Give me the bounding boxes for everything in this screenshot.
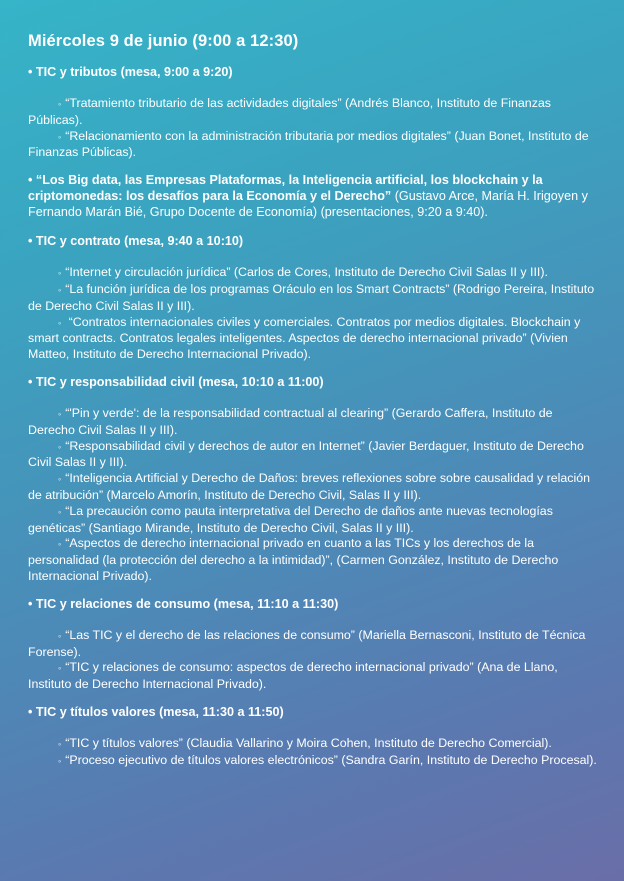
sub-bullet-icon: ◦ bbox=[58, 539, 62, 550]
sub-bullet-icon: ◦ bbox=[58, 738, 62, 749]
talk-item bbox=[28, 628, 600, 661]
talk-item bbox=[28, 504, 600, 537]
talk-item bbox=[28, 129, 600, 162]
talk-item bbox=[28, 753, 600, 770]
talk-text: “La función jurídica de los programas Oráculo en los Smart Contracts” (Rodrigo Pereira, Instituto de Derecho Civil Salas II y III). bbox=[28, 281, 595, 313]
talk-list bbox=[28, 96, 600, 161]
talk-item bbox=[28, 439, 600, 472]
section-tic-contrato bbox=[28, 233, 600, 363]
talk-text: “TIC y relaciones de consumo: aspectos de derecho internacional privado” (Ana de Llano, Instituto de Derecho Internacional Privado). bbox=[28, 660, 558, 692]
sub-bullet-icon: ◦ bbox=[58, 268, 62, 279]
talk-text: “Contratos internacionales civiles y comerciales. Contratos por medios digitales. Blockchain y smart contracts. Contratos legales inteligentes. Aspectos de derecho internacional privado” (Vivien Matteo, Instituto de Derecho Internacional Privado). bbox=[28, 314, 581, 362]
talk-item bbox=[28, 536, 600, 584]
sub-bullet-icon: ◦ bbox=[58, 317, 62, 328]
talk-item bbox=[28, 736, 600, 753]
section-heading bbox=[28, 172, 600, 220]
sub-bullet-icon: ◦ bbox=[58, 630, 62, 641]
section-heading: • TIC y contrato (mesa, 9:40 a 10:10) bbox=[28, 234, 244, 249]
sub-bullet-icon: ◦ bbox=[58, 506, 62, 517]
talk-item bbox=[28, 315, 600, 363]
day-title: Miércoles 9 de junio (9:00 a 12:30) bbox=[28, 32, 299, 50]
sub-bullet-icon: ◦ bbox=[58, 284, 62, 295]
talk-item bbox=[28, 471, 600, 504]
talk-list bbox=[28, 628, 600, 693]
section-heading: • TIC y títulos valores (mesa, 11:30 a 11:50) bbox=[28, 704, 284, 719]
section-heading: • TIC y relaciones de consumo (mesa, 11:10 a 11:30) bbox=[28, 596, 339, 611]
talk-list bbox=[28, 265, 600, 363]
talk-text: “Tratamiento tributario de las actividades digitales” (Andrés Blanco, Instituto de Finanzas Públicas). bbox=[28, 96, 551, 127]
section-heading: • TIC y tributos (mesa, 9:00 a 9:20) bbox=[28, 65, 233, 79]
talk-item bbox=[28, 406, 600, 439]
section-tic-responsabilidad bbox=[28, 374, 600, 585]
section-tic-tributos bbox=[28, 64, 600, 161]
sub-bullet-icon: ◦ bbox=[58, 131, 62, 142]
talk-item bbox=[28, 660, 600, 693]
talk-item bbox=[28, 96, 600, 129]
section-tic-titulos bbox=[28, 704, 600, 770]
talk-text: “Proceso ejecutivo de títulos valores electrónicos” (Sandra Garín, Instituto de Derecho Procesal). bbox=[65, 752, 597, 767]
talk-item bbox=[28, 282, 600, 315]
talk-list bbox=[28, 406, 600, 585]
talk-text: “Internet y circulación jurídica” (Carlos de Cores, Instituto de Derecho Civil Salas II y III). bbox=[65, 265, 548, 280]
talk-text: “Aspectos de derecho internacional privado en cuanto a las TICs y los derechos de la personalidad (la protección del derecho a la intimidad)”, (Carmen González, Instituto de Derecho Internacional Privado). bbox=[28, 536, 559, 583]
sub-bullet-icon: ◦ bbox=[58, 441, 62, 452]
talk-text: “La precaución como pauta interpretativa del Derecho de daños ante nuevas tecnologías genéticas” (Santiago Mirande, Instituto de Derecho Civil, Salas II y III). bbox=[28, 503, 553, 535]
sub-bullet-icon: ◦ bbox=[58, 408, 62, 419]
section-heading-tail: (Gustavo Arce, María H. Irigoyen y Fernando Marán Bié, Grupo Docente de Economía) (presentaciones, 9:20 a 9:40). bbox=[28, 189, 588, 220]
talk-item bbox=[28, 265, 600, 282]
talk-text: “TIC y títulos valores” (Claudia Vallarino y Moira Cohen, Instituto de Derecho Comercial). bbox=[65, 735, 552, 750]
talk-text: “'Pin y verde': de la responsabilidad contractual al clearing” (Gerardo Caffera, Instituto de Derecho Civil Salas II y III). bbox=[28, 405, 553, 437]
talk-text: “Las TIC y el derecho de las relaciones de consumo” (Mariella Bernasconi, Instituto de Técnica Forense). bbox=[28, 627, 586, 659]
section-big-data bbox=[28, 172, 600, 220]
program-page bbox=[28, 32, 600, 781]
sub-bullet-icon: ◦ bbox=[58, 663, 62, 674]
talk-text: “Relacionamiento con la administración tributaria por medios digitales” (Juan Bonet, Instituto de Finanzas Públicas). bbox=[28, 128, 589, 160]
sub-bullet-icon: ◦ bbox=[58, 474, 62, 485]
section-heading: • TIC y responsabilidad civil (mesa, 10:10 a 11:00) bbox=[28, 374, 324, 389]
sub-bullet-icon: ◦ bbox=[58, 755, 62, 766]
talk-list bbox=[28, 736, 600, 770]
talk-text: “Responsabilidad civil y derechos de autor en Internet” (Javier Berdaguer, Instituto de Derecho Civil Salas II y III). bbox=[28, 438, 584, 470]
sub-bullet-icon: ◦ bbox=[58, 99, 62, 109]
section-tic-consumo bbox=[28, 596, 600, 693]
section-heading-bold: • “Los Big data, las Empresas Plataformas, la Inteligencia artificial, los blockchain y la criptomonedas: los desafíos para la Economía y el Derecho” bbox=[28, 173, 543, 204]
talk-text: “Inteligencia Artificial y Derecho de Daños: breves reflexiones sobre sobre causalidad y relación de atribución” (Marcelo Amorín, Instituto de Derecho Civil, Salas II y III). bbox=[28, 471, 591, 502]
